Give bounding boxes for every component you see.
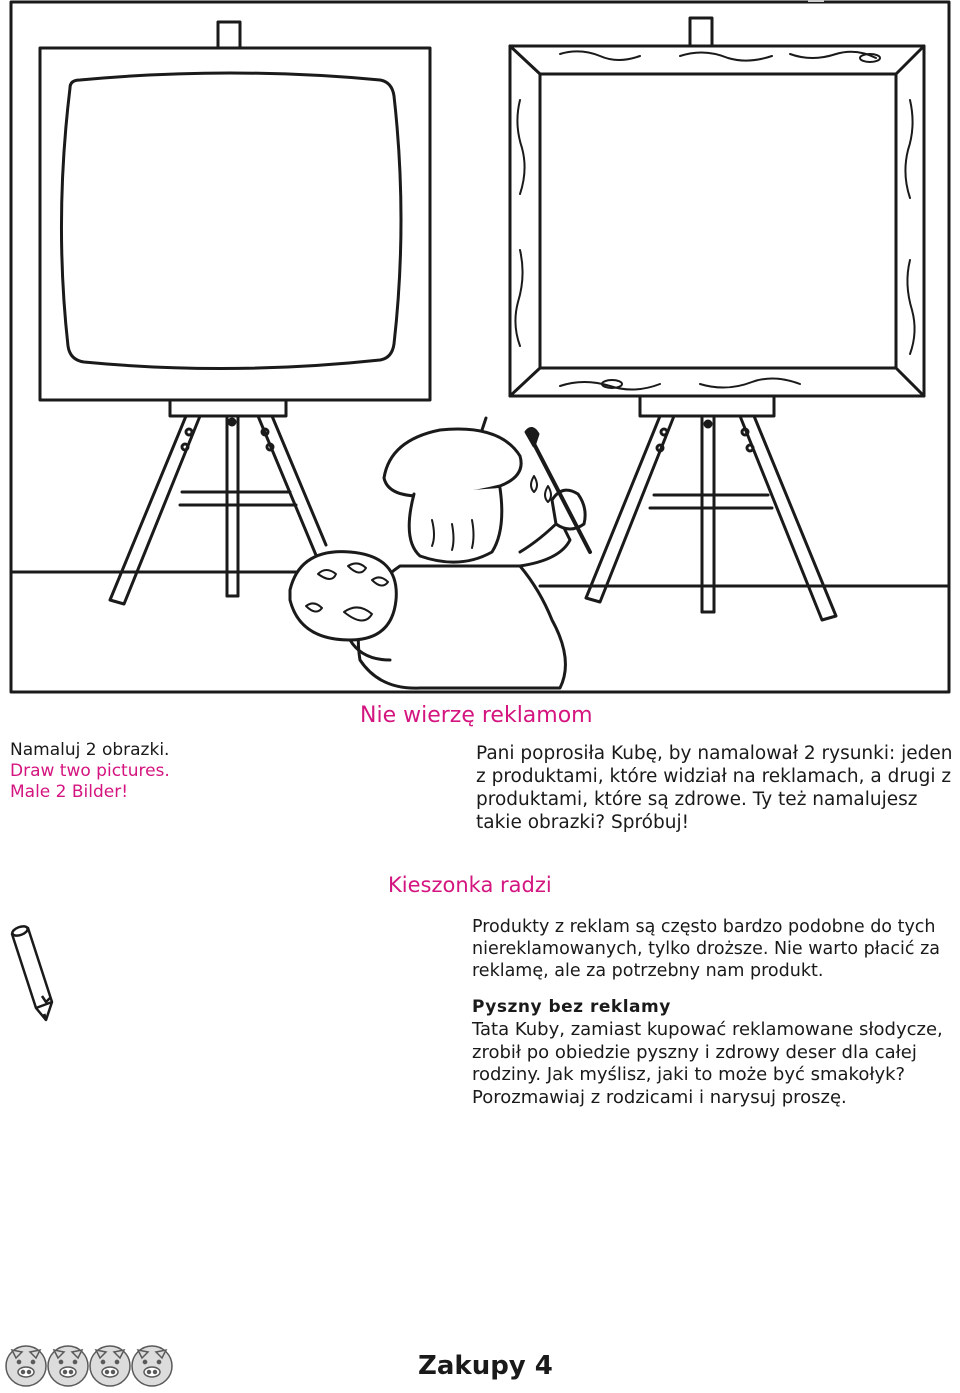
instruction-english: Draw two pictures. xyxy=(10,761,170,781)
pig-icon xyxy=(6,1346,46,1386)
difficulty-rating xyxy=(4,1342,174,1390)
left-easel xyxy=(40,22,430,604)
corner-mark xyxy=(808,0,824,2)
right-canvas xyxy=(540,74,896,368)
pig-icon xyxy=(132,1346,172,1386)
left-canvas-tv-shape xyxy=(61,73,401,369)
recipe-text: Tata Kuby, zamiast kupować reklamowane słodycze, zrobił po obiedzie pyszny i zdrowy deser dla całej rodziny. Jak myślisz, jaki to może być smakołyk? Porozmawiaj z rodzicami i narysuj proszę. xyxy=(472,1019,943,1108)
child-painter xyxy=(290,418,590,688)
recipe-title: Pyszny bez reklamy xyxy=(472,997,671,1017)
beret xyxy=(384,429,521,496)
instruction-german: Male 2 Bilder! xyxy=(10,782,129,802)
activity-title: Nie wierzę reklamom xyxy=(360,703,593,728)
pencil-icon xyxy=(6,924,56,1026)
tips-text: Produkty z reklam są często bardzo podobne do tych niereklamowanych, tylko droższe. Nie warto płacić za reklamę, ale za potrzebny nam produkt. xyxy=(472,917,940,981)
pig-icon xyxy=(90,1346,130,1386)
story-paragraph: Pani poprosiła Kubę, by namalował 2 rysunki: jeden z produktami, które widział na reklamach, a drugi z produktami, które są zdrowe. Ty też namalujesz takie obrazki? Spróbuj! xyxy=(476,743,953,833)
section-footer: Zakupy 4 xyxy=(418,1351,553,1381)
palette xyxy=(290,552,396,640)
pig-icon xyxy=(48,1346,88,1386)
instruction-polish: Namaluj 2 obrazki. xyxy=(10,740,170,760)
instructions xyxy=(10,740,170,803)
tips-title: Kieszonka radzi xyxy=(388,873,552,897)
head xyxy=(409,488,502,562)
